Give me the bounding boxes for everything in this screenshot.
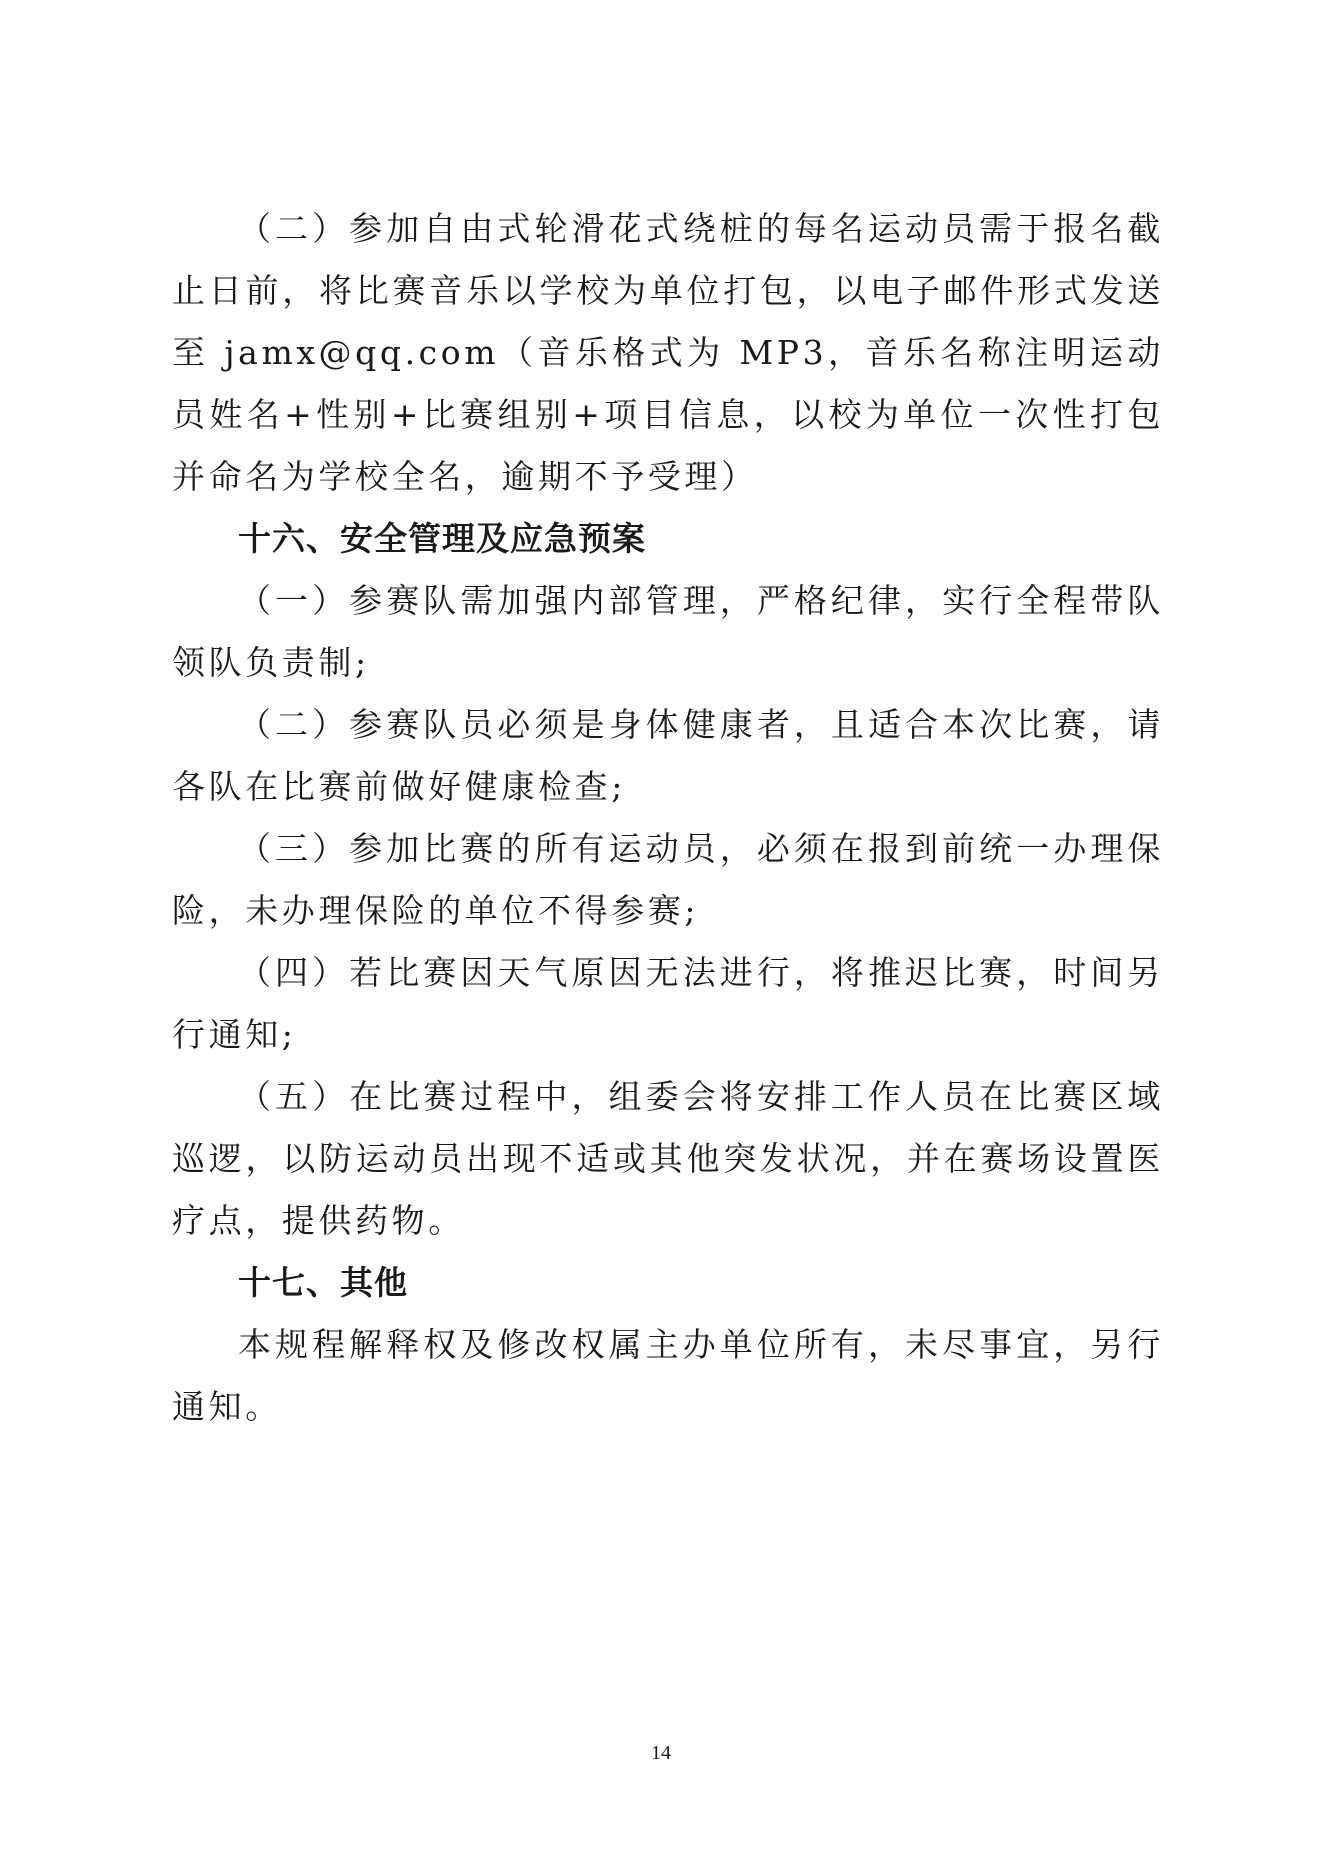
section-heading-other: 十七、其他 <box>238 1263 408 1302</box>
paragraph-music-submission: （二）参加自由式轮滑花式绕桩的每名运动员需于报名截止日前，将比赛音乐以学校为单位打包，以电子邮件形式发送至 jamx@qq.com（音乐格式为 MP3，音乐名称注明运动员姓名+性别+比赛组别+项目信息，以校为单位一次性打包并命名为学校全名，逾期不予受理） <box>172 209 1164 496</box>
paragraph-safety-2: （二）参赛队员必须是身体健康者，且适合本次比赛，请各队在比赛前做好健康检查; <box>172 705 1164 806</box>
paragraph-safety-5: （五）在比赛过程中，组委会将安排工作人员在比赛区域巡逻，以防运动员出现不适或其他突发状况，并在赛场设置医疗点，提供药物。 <box>172 1077 1164 1240</box>
paragraph-other: 本规程解释权及修改权属主办单位所有，未尽事宜，另行通知。 <box>172 1325 1164 1426</box>
page-number: 14 <box>651 1742 671 1764</box>
section-heading-safety: 十六、安全管理及应急预案 <box>238 519 646 558</box>
paragraph-safety-3: （三）参加比赛的所有运动员，必须在报到前统一办理保险，未办理保险的单位不得参赛; <box>172 829 1164 930</box>
document-body <box>172 198 1164 1438</box>
paragraph-safety-1: （一）参赛队需加强内部管理，严格纪律，实行全程带队领队负责制; <box>172 581 1164 682</box>
paragraph-safety-4: （四）若比赛因天气原因无法进行，将推迟比赛，时间另行通知; <box>172 953 1164 1054</box>
